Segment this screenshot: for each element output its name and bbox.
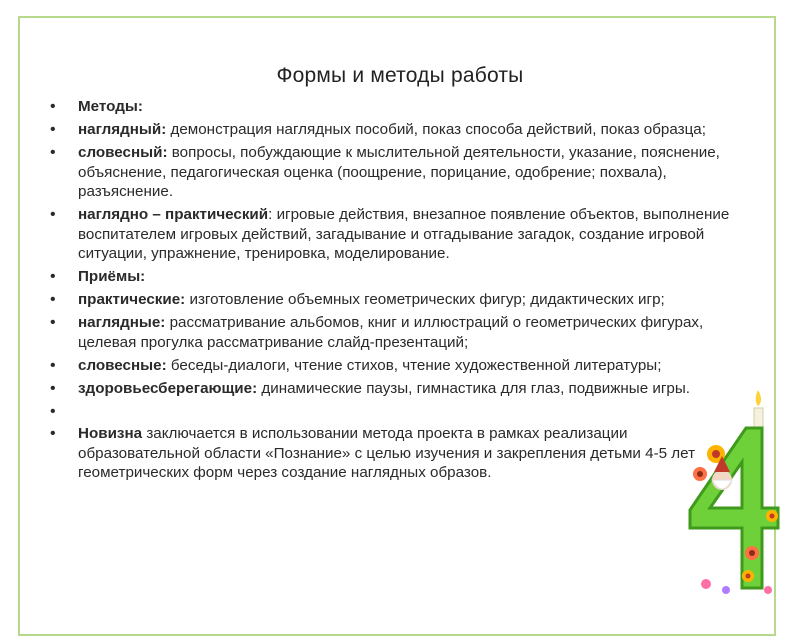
list-item [50, 402, 730, 421]
item-text: заключается в использовании метода проекта в рамках реализации образовательной области «Познание» с целью изучения и закрепления детьми 4-5 лет геометрических форм через создание наглядных образов. [78, 425, 696, 481]
item-text: беседы-диалоги, чтение стихов, чтение художественной литературы; [166, 356, 662, 374]
list-item [50, 290, 730, 310]
content-list [50, 97, 730, 486]
list-item [50, 97, 730, 117]
item-heading: словесные: [78, 356, 167, 374]
item-heading: Новизна [78, 425, 143, 442]
item-heading: наглядные: [78, 314, 166, 331]
slide-title: Формы и методы работы [276, 64, 524, 87]
item-text: динамические паузы, гимнастика для глаз, подвижные игры. [257, 379, 690, 397]
item-text: рассматривание альбомов, книг и иллюстраций о геометрических фигурах, целевая прогулка рассматривание слайд-презентаций; [78, 314, 704, 351]
list-item [50, 313, 730, 352]
item-heading: Методы: [78, 98, 143, 115]
list-item [50, 120, 730, 140]
item-text: изготовление объемных геометрических фигур; дидактических игр; [185, 291, 665, 308]
item-heading: словесный: [78, 144, 168, 161]
item-heading: Приёмы: [78, 268, 146, 285]
item-text: : игровые действия, внезапное появление объектов, выполнение воспитателем игровых действий, загадывание и отгадывание загадок, создание игровой ситуации, упражнение, тренировка, моделирование. [78, 206, 730, 262]
item-text: вопросы, побуждающие к мыслительной деятельности, указание, пояснение, объяснение, педагогическая оценка (поощрение, порицание, одобрение; похвала), разъяснение. [78, 144, 720, 200]
item-heading: здоровьесберегающие: [78, 379, 258, 397]
list-item [50, 205, 730, 264]
list-item [50, 424, 730, 483]
number-four-candle-decoration [676, 388, 786, 600]
item-heading: наглядно – практический [78, 206, 269, 223]
list-item [50, 143, 730, 202]
item-text: демонстрация наглядных пособий, показ способа действий, показ образца; [166, 121, 706, 138]
flame-icon [756, 390, 761, 406]
list-item [50, 356, 730, 376]
list-item [50, 267, 730, 287]
list-item [50, 379, 730, 399]
item-heading: наглядный: [78, 121, 167, 138]
item-heading: практические: [78, 291, 186, 308]
digit-four-icon [690, 428, 778, 588]
